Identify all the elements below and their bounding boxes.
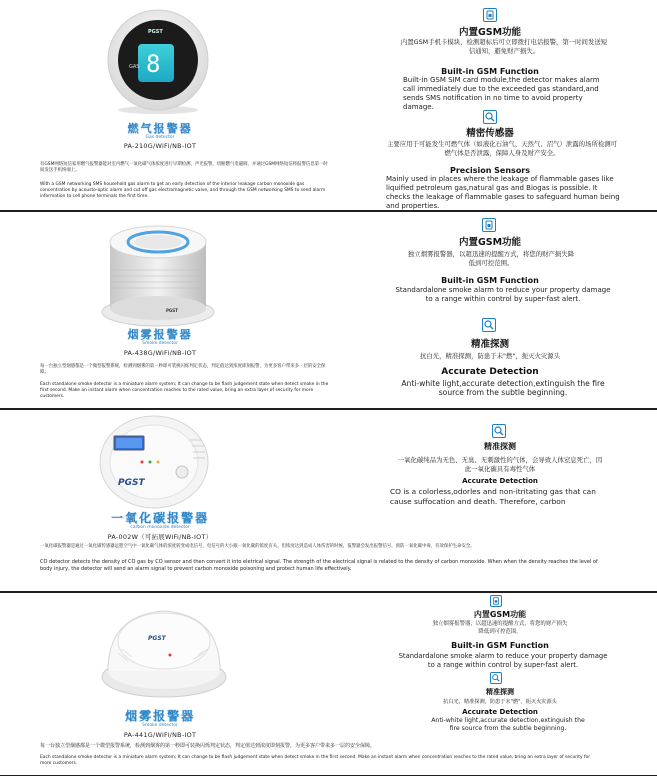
- product-desc-en: With a GSM networking SMS household gas alarm to get an early detection of the interior leakage carbon monoxide gas concentration by acousto-optic alarm and cut off gas electromagnetic valve, and through the GSM networking SMS to send alarm information to cell phone terminals the first time.: [40, 182, 326, 200]
- product-model: PA-441G/WiFi/NB-IOT: [123, 731, 197, 739]
- product-title: 烟雾报警器: [124, 709, 195, 723]
- product-subtitle: Smoke detector: [142, 341, 178, 346]
- feature-body-en: Anti-white light,accurate detection,extinguish the fire source from the subtle beginning.: [401, 379, 605, 397]
- product-title: 燃气报警器: [127, 122, 193, 135]
- gas-detector-image: [102, 6, 214, 116]
- feature-body-en: Mainly used in places where the leakage of flammable gases like liquified petroleum gas,natural gas and Biogas is possible. It checks the leakage of flammable gases to safeguard human being and properties.: [386, 175, 620, 210]
- feature-body-cn: 抗白光，精准探测，防患于未"燃"，扼灭火灾源头: [419, 352, 561, 360]
- feature-body-cn: 独立烟雾报警器，以超迅速的提醒方式，将您的财产损失降低到可控范围。: [407, 250, 575, 267]
- feature-title-en: Accurate Detection: [441, 367, 539, 377]
- magnifier-icon: [490, 672, 502, 684]
- product-desc-en: Each standalone smoke detector is a miniature alarm system; It can change to be flash judgement state when detect smoke in the first second. Make an instant alarm when concentration reaches to the rated value, bring an extra layer of security for more customers.: [40, 755, 591, 767]
- co-detector-image: [98, 414, 210, 510]
- feature-title-cn: 精准探测: [470, 339, 509, 350]
- product-subtitle: Gas detector: [145, 135, 175, 140]
- product-desc-cn: 每一台独立型烟感都是一个微型报警系统，检测到烟雾的第一秒即可装换闪烁判定状态，判定值达到浓度即刻报警，为更多客户带来多一层的安全保障。: [40, 364, 326, 376]
- section-smoke-detector-2: [0, 593, 657, 779]
- feature-title-cn: 精准探测: [486, 688, 514, 696]
- feature-title-en: Precision Sensors: [449, 166, 531, 175]
- device-brand: PGST: [166, 308, 178, 313]
- magnifier-icon: [483, 110, 497, 124]
- sim-card-icon: [482, 218, 496, 232]
- feature-body-en: CO is a colorless,odorles and non-itritating gas that can cause suffocation and death. Therefore, carbon: [390, 487, 596, 506]
- feature-body-cn: 主要应用于可能发生可燃气体（如液化石油气、天然气、沼气）泄露的场所检测可燃气体是否泄露，保障人身及财产安全。: [386, 140, 618, 157]
- section-smoke-detector: [0, 212, 657, 408]
- product-desc-cn: 一氧化碳报警器是通过一氧化碳传感器远程空气中一氧化碳气体的浓度转变成电信号，电信号的大小跟一氧化碳的浓度有关。但浓度达到造成人体伤害的时候，报警器会发出报警信号，预防一氧化碳中毒，有效保护生命安全。: [40, 544, 475, 549]
- device-reading: 8: [146, 50, 161, 78]
- smoke-detector-image: [98, 595, 230, 699]
- product-model: PA-002W（可拓展WiFi/NB-IOT）: [107, 533, 213, 541]
- product-desc-en: CO detector detects the density of CO gas by CO sensor and then convert it into eletrical signal. The strength of the electrical signal is related to the density of carbon monoxide. When when the density reaches the level of body injury, the detector will send an alarm signal to prevent carbon monoxide poisoning and protect human life effectively.: [40, 559, 598, 572]
- feature-title-en: Accurate Detection: [462, 477, 538, 485]
- feature-body-en: Standardalone smoke alarm to reduce your property damage to a range within control by super-fast alert.: [395, 286, 611, 303]
- sim-card-icon: [490, 595, 502, 607]
- feature-body-cn: 一氧化碳纯品为无色、无臭、无刺激性的气体，会导致人体窒息死亡，因此一氧化碳具有毒性气体: [397, 456, 603, 473]
- sim-card-icon: [483, 8, 497, 22]
- device-brand: PGST: [148, 29, 163, 35]
- device-brand: PGST: [148, 635, 166, 642]
- product-subtitle: Smoke detector: [142, 723, 178, 728]
- product-title: 烟雾报警器: [127, 328, 193, 341]
- section-co-detector: [0, 410, 657, 590]
- product-model: PA-210G/WiFi/NB-IOT: [123, 142, 197, 150]
- feature-body-cn: 抗白光，精准探测，防患于未"燃"，扼灭火灾源头: [443, 699, 557, 705]
- feature-body-cn: 内置GSM手机卡模块，检测超标后可立即拨打电话报警，第一时间发送短信通知，避免财产损失。: [400, 38, 608, 55]
- feature-title-en: Built-in GSM Function: [441, 276, 539, 285]
- feature-title-cn: 内置GSM功能: [458, 27, 522, 38]
- feature-title-cn: 精密传感器: [466, 128, 514, 139]
- feature-body-en: Built-in GSM SIM card module,the detector makes alarm call immediately due to the exceeded gas standard,and sends SMS notification in no time to avoid property damage.: [403, 76, 600, 111]
- device-screen-label: GAS: [129, 64, 140, 70]
- product-desc-cn: 有GSM网络短信家用燃气报警器能对室内燃气一氧化碳气体浓度进行早期检测，声光报警，切断燃气电磁阀，并通过GSM网络短信将报警信息第一时间发送手机终端上。: [40, 162, 328, 174]
- product-model: PA-438G/WiFi/NB-IOT: [123, 349, 197, 357]
- magnifier-icon: [492, 424, 506, 438]
- section-gas-detector: [0, 0, 657, 210]
- product-desc-cn: 每一台独立型烟感都是一个微型报警系统，检测到烟雾的第一秒即可装换闪烁判定状态，判定值达到浓度即刻报警，为更多客户带来多一层的安全保障。: [40, 743, 376, 749]
- feature-title-en: Built-in GSM Function: [451, 641, 549, 650]
- feature-title-en: Accurate Detection: [462, 708, 538, 716]
- feature-title-cn: 内置GSM功能: [458, 237, 522, 248]
- device-brand: PGST: [118, 478, 145, 488]
- feature-title-en: Built-in GSM Function: [441, 67, 539, 76]
- feature-body-en: Anti-white light,accurate detection,extinguish the fire source from the subtle beginning.: [431, 717, 585, 732]
- smoke-detector-image: [96, 220, 220, 332]
- section-divider: [0, 775, 657, 776]
- product-title: 一氧化碳报警器: [110, 511, 209, 525]
- feature-title-cn: 内置GSM功能: [473, 610, 527, 619]
- product-desc-en: Each standalone smoke detector is a miniature alarm system; It can change to be flash judgement state when detect smoke in the first second. Make an instant alarm when concentration reaches to the rated value, bring an extra layer of security for more customers.: [40, 382, 329, 400]
- feature-body-cn: 独立烟雾报警器，以超迅速的提醒方式，将您的财产损失降低到可控范围。: [432, 621, 568, 635]
- magnifier-icon: [482, 318, 496, 332]
- feature-body-en: Standardalone smoke alarm to reduce your property damage to a range within control by super-fast alert.: [398, 652, 608, 669]
- product-subtitle: carbon monoxide detector: [130, 525, 190, 530]
- feature-title-cn: 精准探测: [484, 442, 516, 451]
